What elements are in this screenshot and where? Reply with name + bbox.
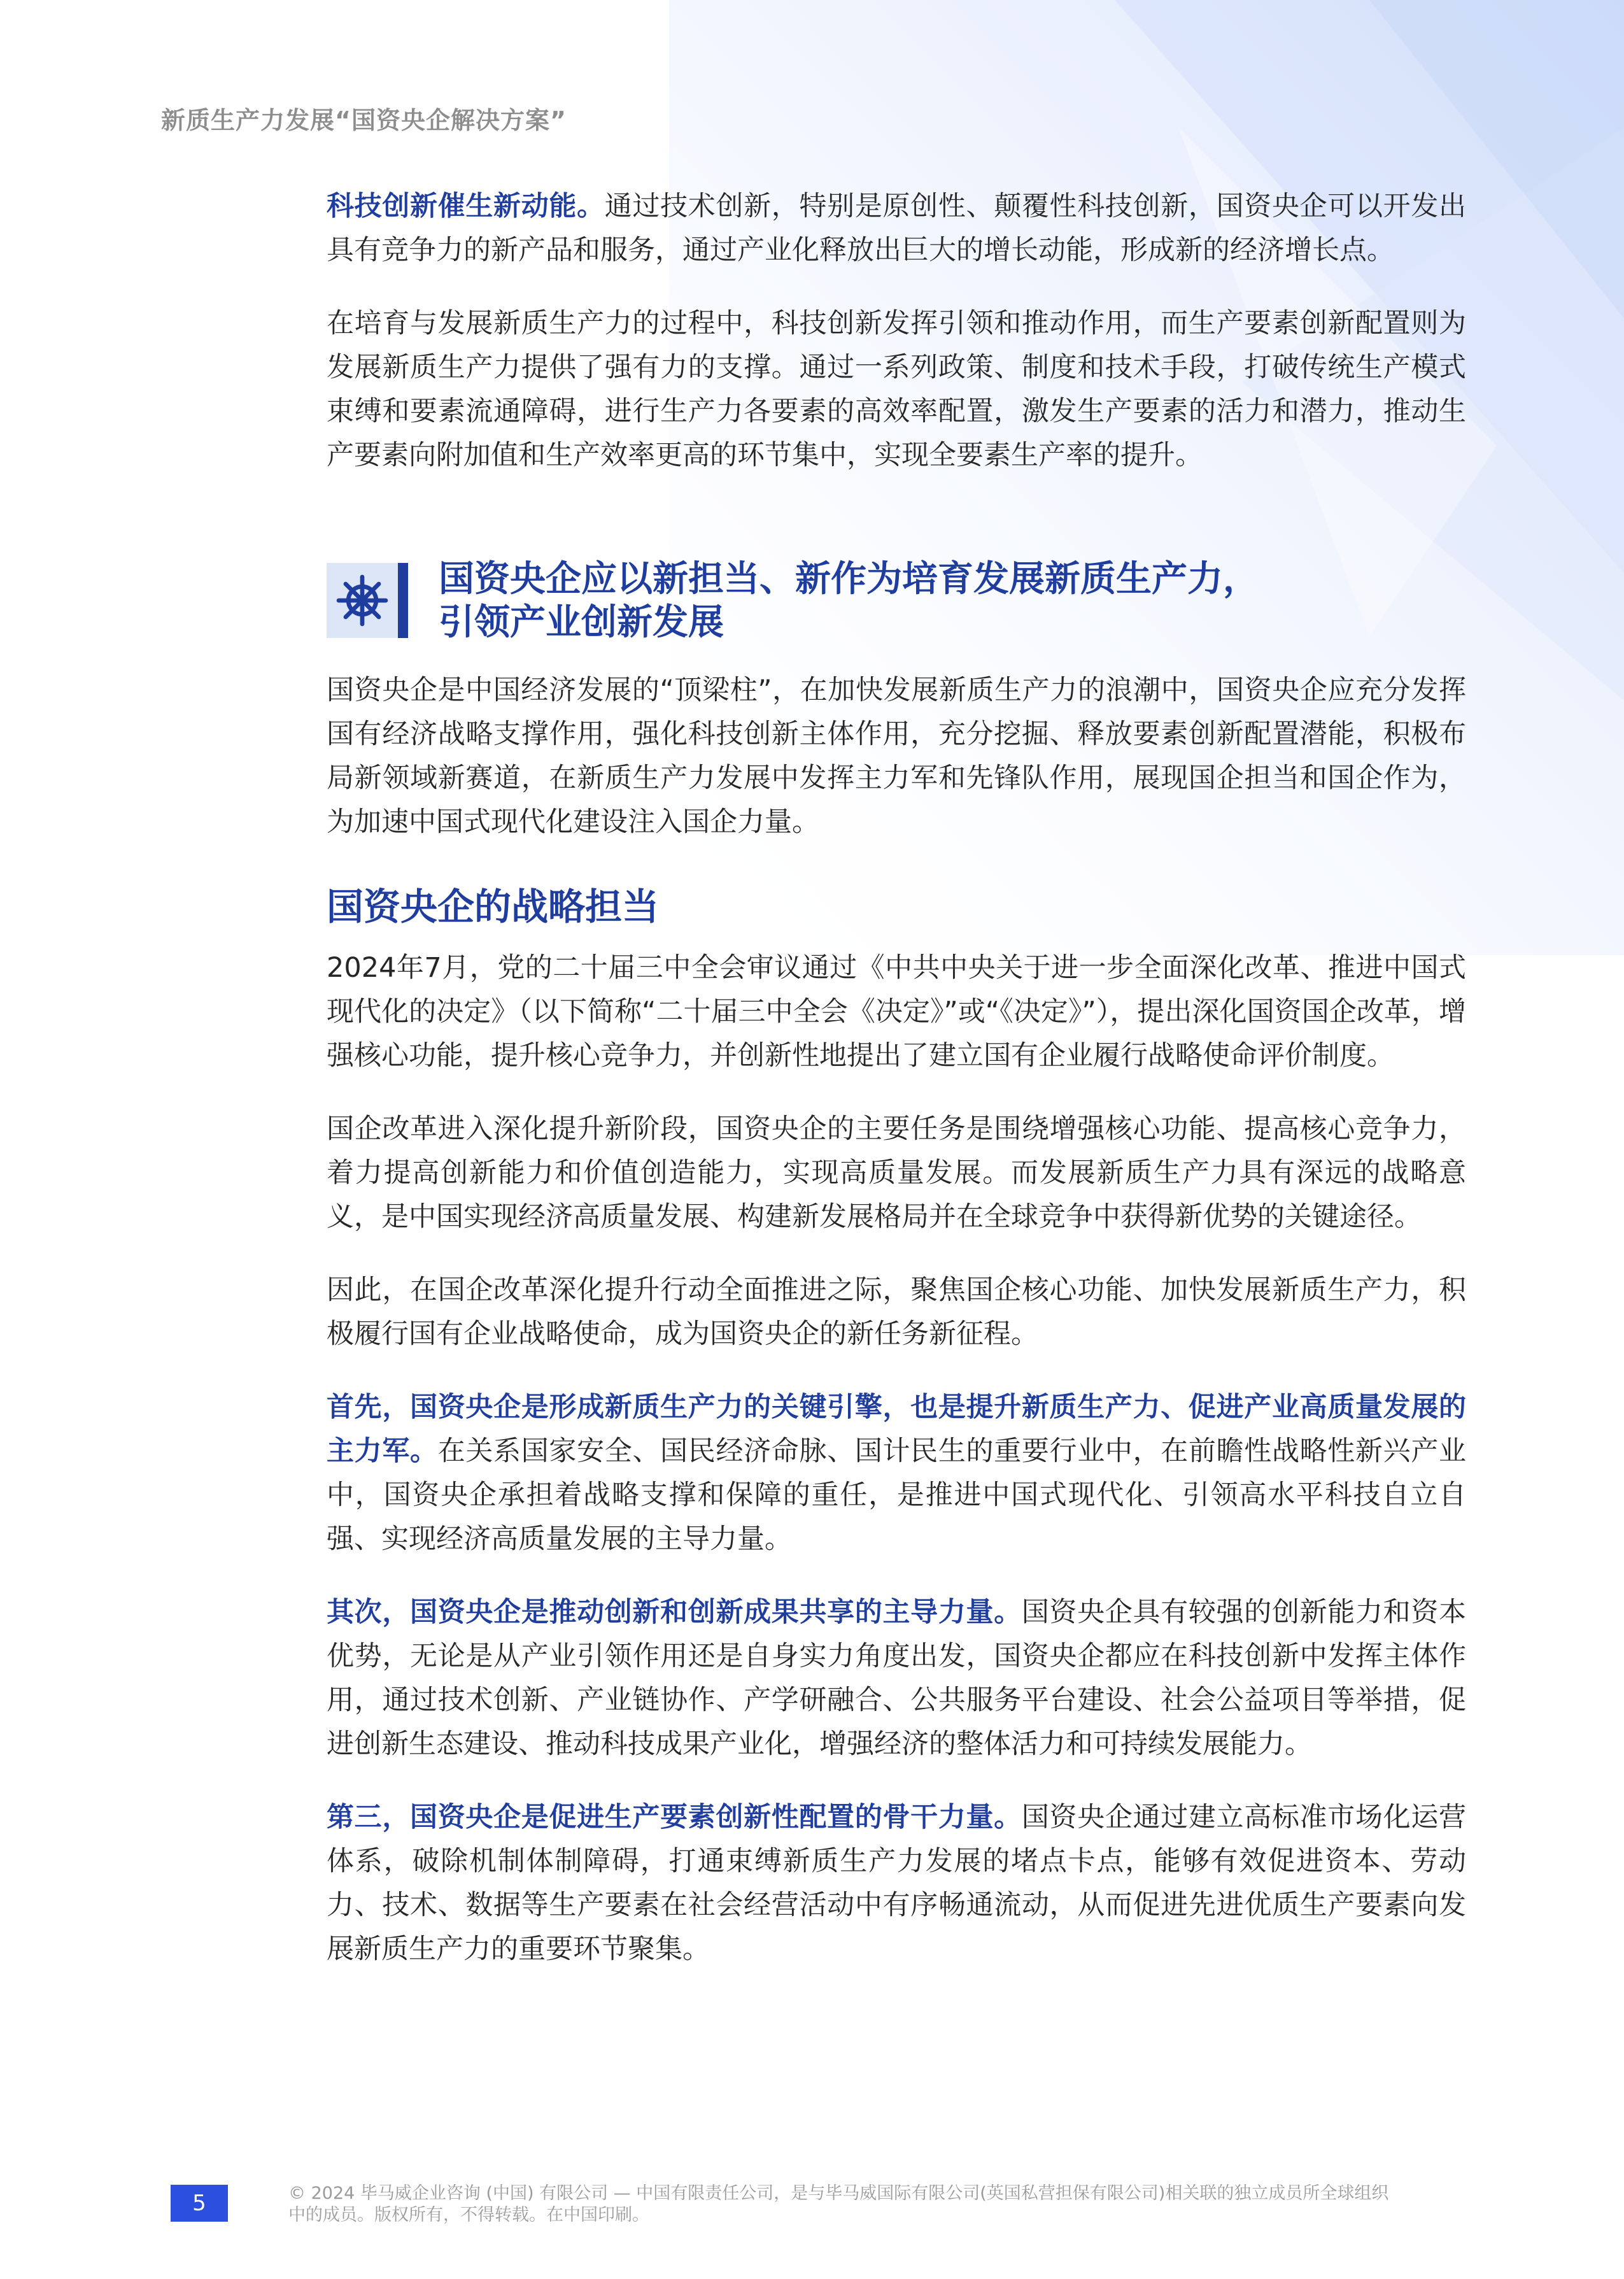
main-content: [327, 185, 1466, 1971]
section-heading: [327, 558, 1466, 643]
paragraph-second: 其次，国资央企是推动创新和创新成果共享的主导力量。国资央企具有较强的创新能力和资本优势，无论是从产业引领作用还是自身实力角度出发，国资央企都应在科技创新中发挥主体作用，通过技术创新、产业链协作、产学研融合、公共服务平台建设、社会公益项目等举措，促进创新生态建设、推动科技成果产业化，增强经济的整体活力和可持续发展能力。: [327, 1596, 1467, 1760]
heading-accent-bar: [398, 563, 408, 638]
paragraph-third: 第三，国资央企是促进生产要素创新性配置的骨干力量。国资央企通过建立高标准市场化运营体系，破除机制体制障碍，打通束缚新质生产力发展的堵点卡点，能够有效促进资本、劳动力、技术、数据等生产要素在社会经营活动中有序畅通流动，从而促进先进优质生产要素向发展新质生产力的重要环节聚集。: [327, 1801, 1467, 1965]
paragraph-soe-reform: 国企改革进入深化提升新阶段，国资央企的主要任务是围绕增强核心功能、提高核心竞争力，着力提高创新能力和价值创造能力，实现高质量发展。而发展新质生产力具有深远的战略意义，是中国实现经济高质量发展、构建新发展格局并在全球竞争中获得新优势的关键途径。: [327, 1113, 1466, 1233]
section-title: 国资央企应以新担当、新作为培育发展新质生产力， 引领产业创新发展: [439, 558, 1259, 643]
subheading-strategic-role: 国资央企的战略担当: [327, 885, 660, 928]
paragraph-third-plenum: 2024年7月，党的二十届三中全会审议通过《中共中央关于进一步全面深化改革、推进中国式现代化的决定》（以下简称“二十届三中全会《决定》”或“《决定》”），提出深化国资国企改革，增强核心功能，提升核心竞争力，并创新性地提出了建立国有企业履行战略使命评价制度。: [327, 952, 1466, 1072]
paragraph-first: 首先，国资央企是形成新质生产力的关键引擎，也是提升新质生产力、促进产业高质量发展的主力军。在关系国家安全、国民经济命脉、国计民生的重要行业中，在前瞻性战略性新兴产业中，国资央企承担着战略支撑和保障的重任，是推进中国式现代化、引领高水平科技自立自强、实现经济高质量发展的主导力量。: [327, 1391, 1467, 1555]
paragraph-factor-allocation: 在培育与发展新质生产力的过程中，科技创新发挥引领和推动作用，而生产要素创新配置则为发展新质生产力提供了强有力的支撑。通过一系列政策、制度和技术手段，打破传统生产模式束缚和要素流通障碍，进行生产力各要素的高效率配置，激发生产要素的活力和潜力，推动生产要素向附加值和生产效率更高的环节集中，实现全要素生产率的提升。: [327, 308, 1466, 471]
page-number-badge: 5: [171, 2185, 228, 2222]
running-header: 新质生产力发展“国资央企解决方案”: [161, 106, 567, 134]
paragraph-therefore: 因此，在国企改革深化提升行动全面推进之际，聚焦国企核心功能、加快发展新质生产力，积极履行国有企业战略使命，成为国资央企的新任务新征程。: [327, 1274, 1466, 1350]
footer-copyright: © 2024 毕马威企业咨询 (中国) 有限公司 — 中国有限责任公司，是与毕马威国际有限公司(英国私营担保有限公司)相关联的独立成员所全球组织 中的成员。版权所有，不得转载。在中国印刷。: [288, 2183, 1389, 2225]
ship-wheel-icon: [335, 574, 389, 627]
paragraph-intro: 国资央企是中国经济发展的“顶梁柱”，在加快发展新质生产力的浪潮中，国资央企应充分发挥国有经济战略支撑作用，强化科技创新主体作用，充分挖掘、释放要素创新配置潜能，积极布局新领域新赛道，在新质生产力发展中发挥主力军和先锋队作用，展现国企担当和国企作为，为加速中国式现代化建设注入国企力量。: [327, 674, 1466, 838]
paragraph-tech-innovation: 科技创新催生新动能。通过技术创新，特别是原创性、颠覆性科技创新，国资央企可以开发出具有竞争力的新产品和服务，通过产业化释放出巨大的增长动能，形成新的经济增长点。: [327, 190, 1466, 266]
